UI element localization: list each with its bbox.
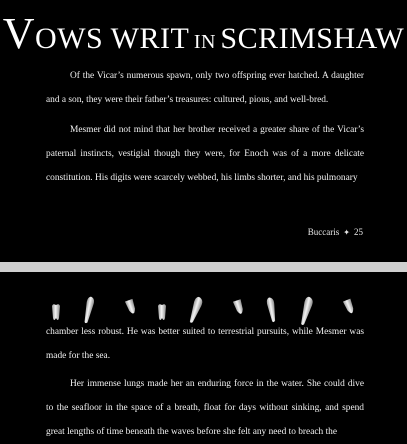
paragraph-1: Of the Vicar’s numerous spawn, only two offspring ever hatched. A daughter and a son, they were their father’s treasures: cultured, pious, and well-bred. [46,71,364,105]
paragraph-3: chamber less robust. He was better suited to terrestrial pursuits, while Mesmer was made for the sea. [46,327,364,361]
tooth-icon-9 [343,299,356,315]
tooth-icon-1 [52,304,60,320]
page-gutter [0,262,407,272]
title-initial: V [2,9,36,58]
page-bottom [0,272,407,437]
page-number: 25 [354,227,363,237]
paragraph-2: Mesmer did not mind that her brother received a greater share of the Vicar’s paternal instincts, vestigial though they were, for Enoch was of a more delicate constitution. His digits were scarcely webbed, his limbs shorter, and his pulmonary [46,125,364,183]
title-small-word: IN [193,31,216,53]
page-folio [308,227,363,237]
tooth-icon-6 [233,299,245,315]
tooth-icon-3 [125,299,137,315]
tooth-icon-7 [266,297,277,323]
chapter-title [0,8,407,59]
folio-label: Buccaris [307,227,340,237]
paragraph-4: Her immense lungs made her an enduring force in the water. She could dive to the seafloor in the space of a breath, float for days without sinking, and spend great lengths of time beneath the waves before she felt any need to breach the [46,379,364,437]
title-part-1: OWS WRIT [35,22,190,55]
star-icon: ✦ [343,228,350,237]
tooth-icon-4 [158,304,166,320]
title-part-2: SCRIMSHAW [220,22,405,55]
